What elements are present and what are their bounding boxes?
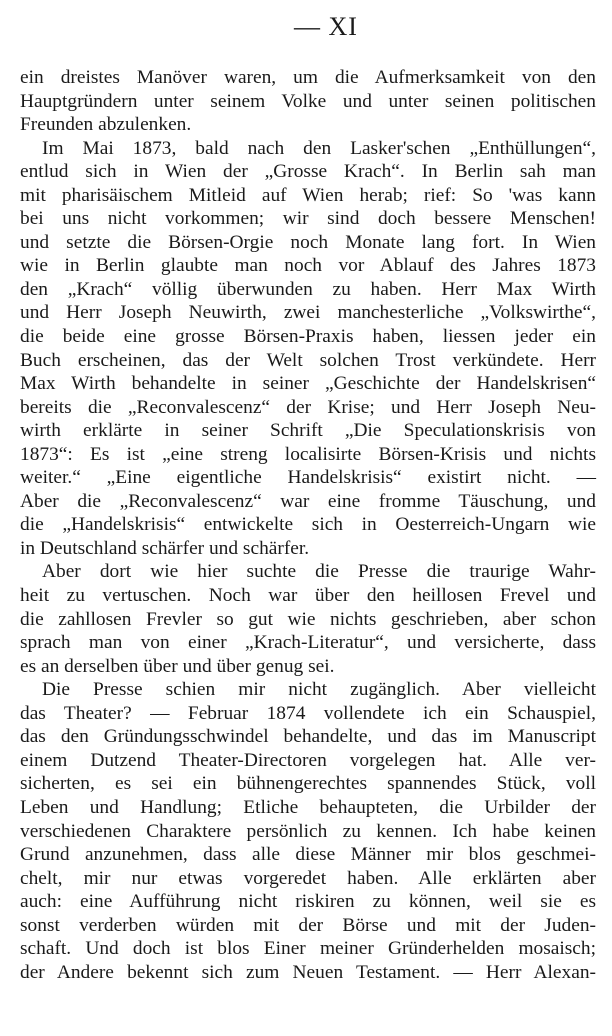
text-line: sicherten, es sei ein bühnengerechtes spannendes Stück, voll [20, 773, 596, 795]
text-line: heit zu vertuschen. Noch war über den heillosen Frevel und [20, 585, 596, 607]
page-header [0, 12, 612, 42]
text-line: weiter.“ „Eine eigentliche Handelskrisis“ existirt nicht. — [20, 467, 596, 489]
text-line: die beide eine grosse Börsen-Praxis haben, liessen jeder ein [20, 326, 596, 348]
text-line: sprach man von einer „Krach-Literatur“, und versicherte, dass [20, 632, 596, 654]
text-line: wirth erklärte in seiner Schrift „Die Speculationskrisis von [20, 420, 596, 442]
body-text [20, 66, 596, 984]
text-line: der Andere bekennt sich zum Neuen Testament. — Herr Alexan- [20, 961, 596, 983]
paragraph [20, 137, 596, 561]
text-line: schaft. Und doch ist blos Einer meiner Gründerhelden mosaisch; [20, 938, 596, 960]
text-line: den „Krach“ völlig überwunden zu haben. Herr Max Wirth [20, 278, 596, 300]
text-line: Max Wirth behandelte in seiner „Geschichte der Handelskrisen“ [20, 373, 596, 395]
text-line: verschiedenen Charaktere persönlich zu kennen. Ich habe keinen [20, 820, 596, 842]
text-line: es an derselben über und über genug sei. [20, 655, 335, 677]
text-line: auch: eine Aufführung nicht riskiren zu können, weil sie es [20, 891, 596, 913]
text-line: chelt, mir nur etwas vorgeredet haben. Alle erklärten aber [20, 867, 596, 889]
text-line: Die Presse schien mir nicht zugänglich. Aber vielleicht [42, 679, 596, 701]
text-line: in Deutschland schärfer und schärfer. [20, 537, 310, 559]
text-line: entlud sich in Wien der „Grosse Krach“. In Berlin sah man [20, 161, 596, 183]
text-line: Aber dort wie hier suchte die Presse die traurige Wahr- [42, 561, 596, 583]
text-line: Freunden abzulenken. [20, 114, 192, 136]
text-line: Aber die „Reconvalescenz“ war eine fromme Täuschung, und [20, 490, 596, 512]
text-line: Grund anzunehmen, dass alle diese Männer mir blos geschmei- [20, 844, 596, 866]
text-line: mit pharisäischem Mitleid auf Wien herab; rief: So 'was kann [20, 184, 596, 206]
paragraph [20, 66, 596, 137]
text-line: das Theater? — Februar 1874 vollendete ich ein Schauspiel, [20, 702, 596, 724]
text-line: einem Dutzend Theater-Directoren vorgelegen hat. Alle ver- [20, 749, 596, 771]
text-line: 1873“: Es ist „eine streng localisirte Börsen-Krisis und nichts [20, 443, 596, 465]
text-line: die zahllosen Frevler so gut wie nichts geschrieben, aber schon [20, 608, 596, 630]
page-number: — XI [294, 12, 358, 41]
text-line: Leben und Handlung; Etliche behaupteten, die Urbilder der [20, 796, 596, 818]
text-line: bereits die „Reconvalescenz“ der Krise; und Herr Joseph Neu- [20, 396, 596, 418]
text-line: sonst verderben würden mit der Börse und mit der Juden- [20, 914, 596, 936]
text-line: und setzte die Börsen-Orgie noch Monate lang fort. In Wien [20, 231, 596, 253]
text-line: die „Handelskrisis“ entwickelte sich in Oesterreich-Ungarn wie [20, 514, 596, 536]
paragraph [20, 560, 596, 678]
text-line: und Herr Joseph Neuwirth, zwei manchesterliche „Volkswirthe“, [20, 302, 596, 324]
text-line: Im Mai 1873, bald nach den Lasker'schen „Enthüllungen“, [42, 137, 596, 159]
text-line: das den Gründungsschwindel behandelte, und das im Manuscript [20, 726, 596, 748]
text-line: wie in Berlin glaubte man noch vor Ablauf des Jahres 1873 [20, 255, 596, 277]
text-line: ein dreistes Manöver waren, um die Aufmerksamkeit von den [20, 67, 596, 88]
text-line: Hauptgründern unter seinem Volke und unter seinen politischen [20, 90, 596, 112]
text-line: Buch erscheinen, das der Welt solchen Trost verkündete. Herr [20, 349, 596, 371]
text-line: bei uns nicht vorkommen; wir sind doch bessere Menschen! [20, 208, 596, 230]
paragraph [20, 678, 596, 984]
